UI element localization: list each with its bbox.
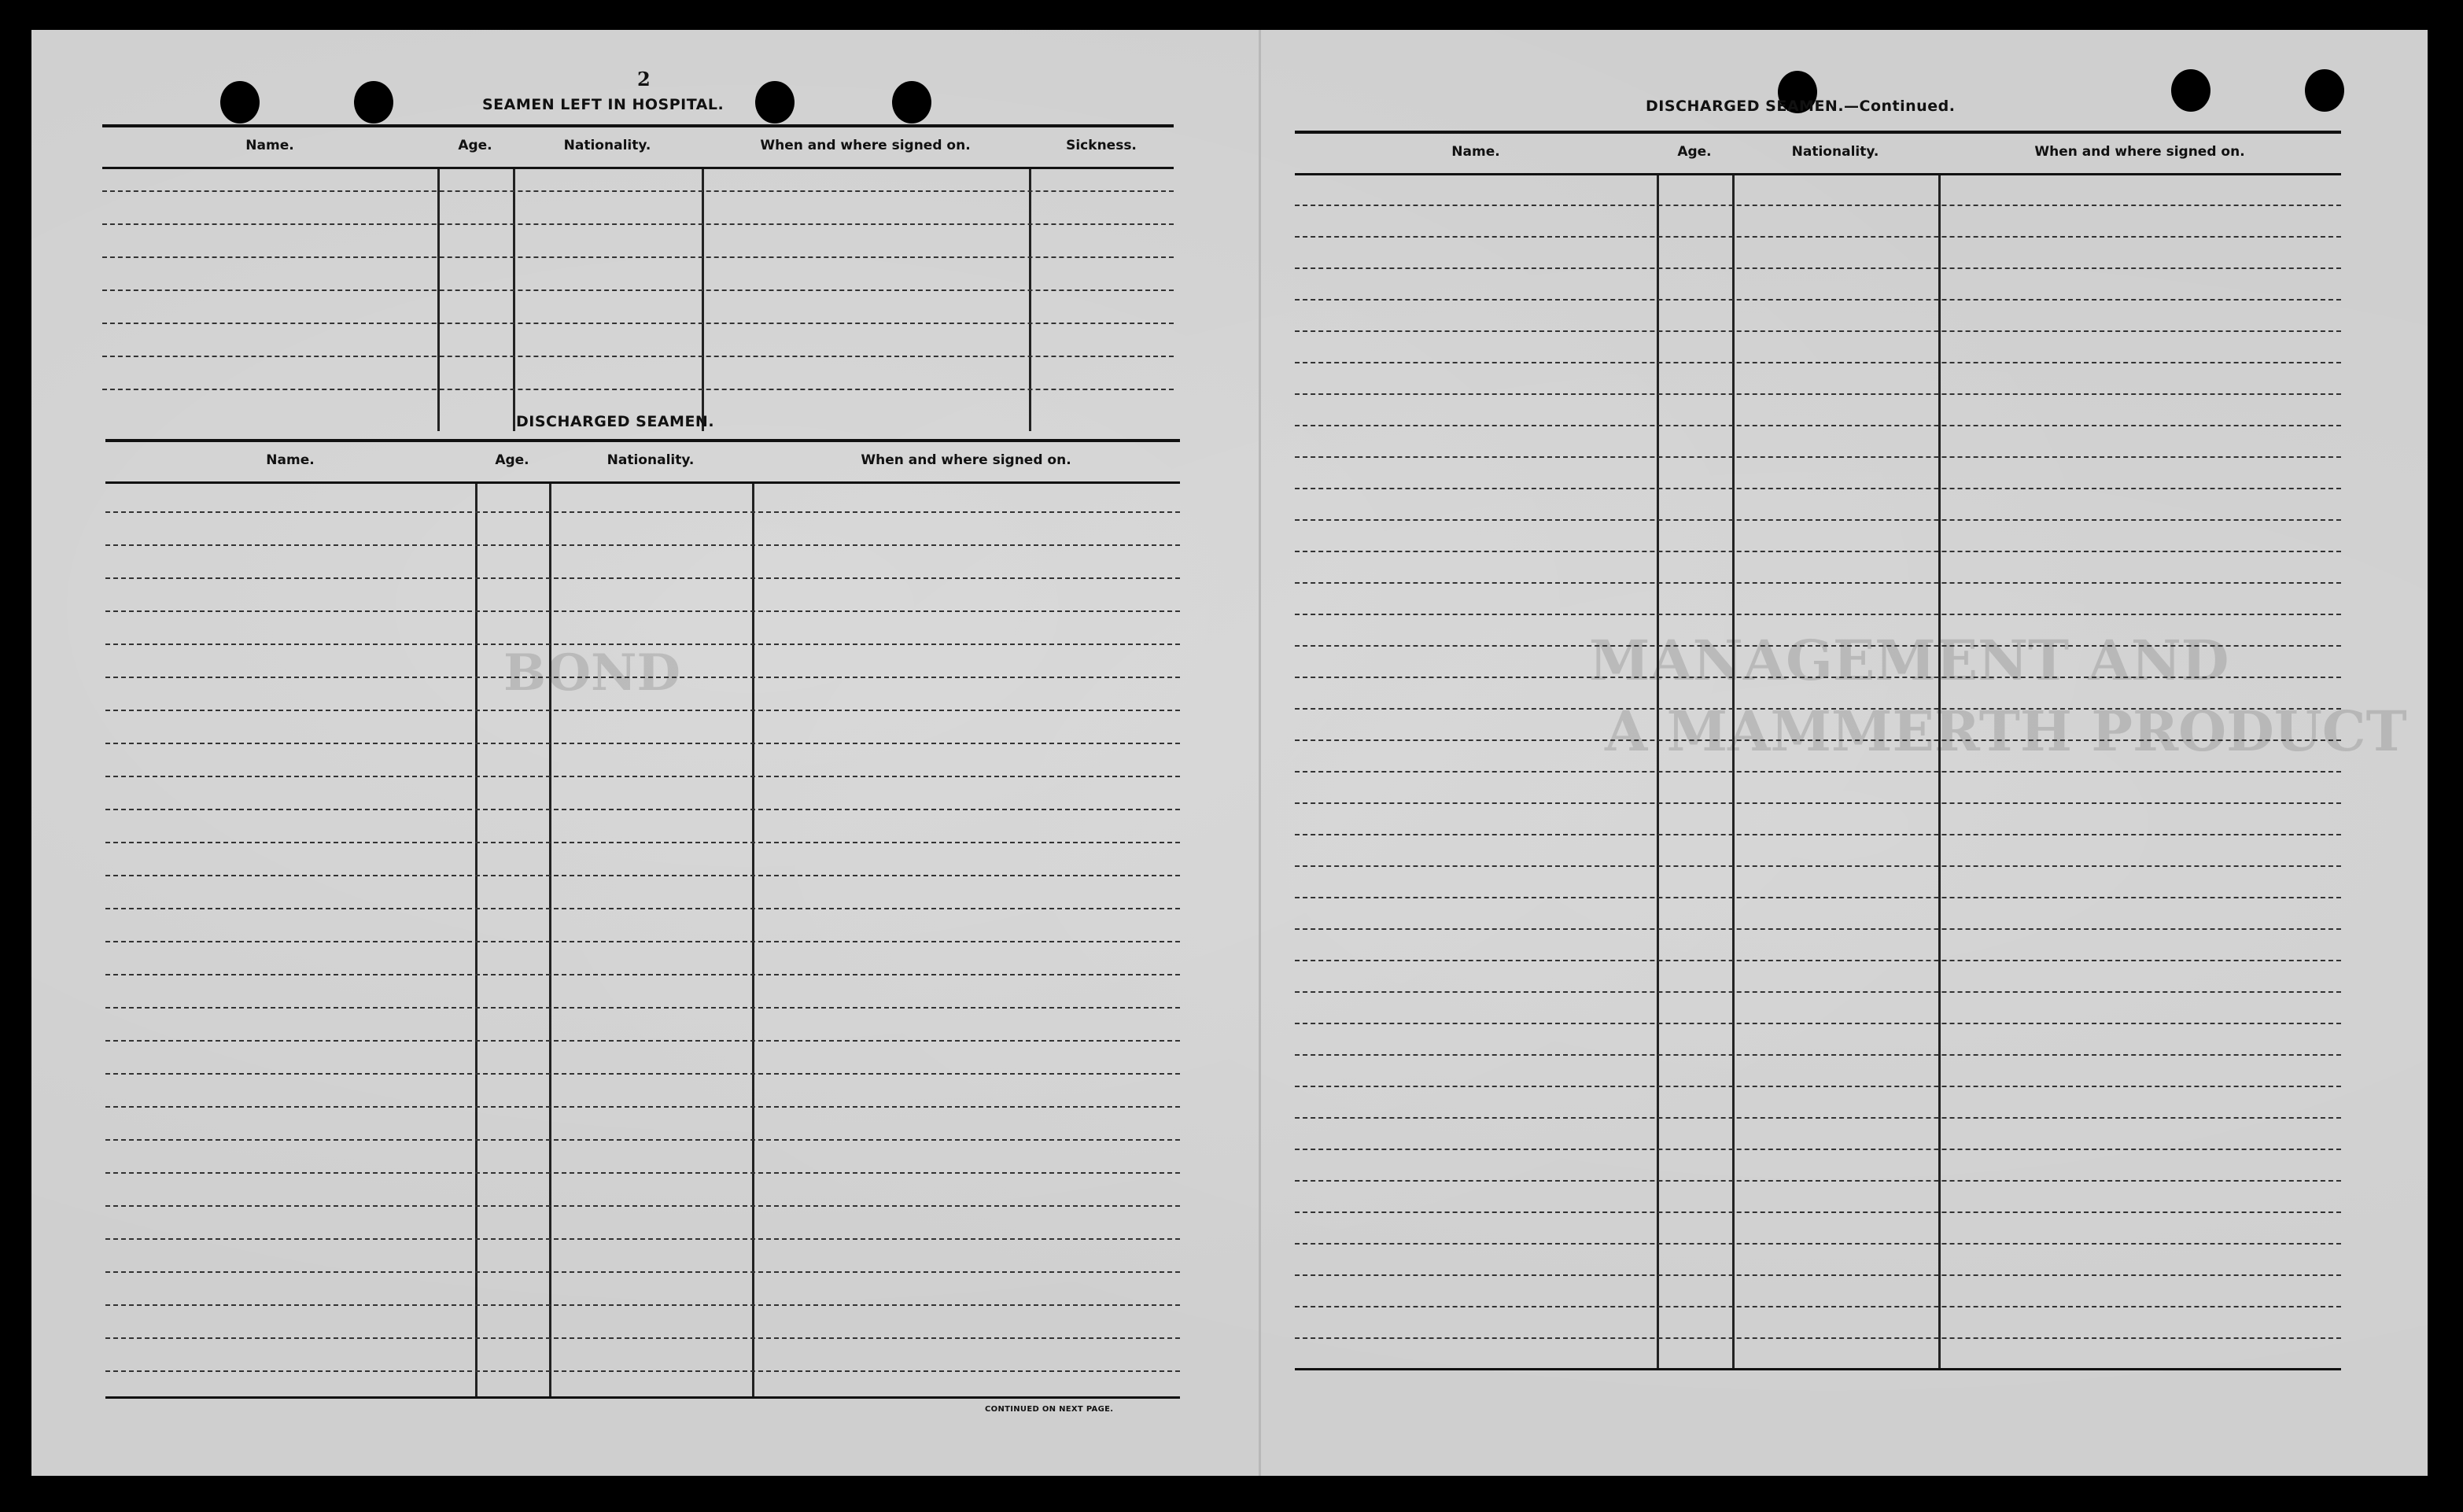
discharged-continued-table: [1295, 131, 2341, 1372]
hospital-section-title: SEAMEN LEFT IN HOSPITAL.: [482, 96, 725, 113]
row-rule: [102, 256, 1174, 258]
row-rule: [105, 610, 1180, 612]
row-rule: [1295, 614, 2341, 615]
column-header: Name.: [245, 138, 294, 153]
row-rule: [1295, 960, 2341, 961]
row-rule: [102, 289, 1174, 291]
row-rule: [1295, 488, 2341, 489]
row-rule: [1295, 708, 2341, 710]
column-divider: [475, 484, 477, 1396]
header-bottom-rule: [102, 167, 1174, 169]
row-rule: [105, 1106, 1180, 1108]
row-rule: [1295, 928, 2341, 930]
column-divider: [752, 484, 754, 1396]
punch-hole: [892, 81, 931, 124]
punch-hole: [2305, 69, 2344, 112]
row-rule: [1295, 991, 2341, 993]
row-rule: [102, 356, 1174, 357]
row-rule: [105, 1073, 1180, 1075]
continued-note: CONTINUED ON NEXT PAGE.: [985, 1405, 1114, 1414]
row-rule: [1295, 897, 2341, 898]
row-rule: [1295, 739, 2341, 741]
row-rule: [1295, 393, 2341, 395]
row-rule: [105, 974, 1180, 975]
discharged-continued-title: DISCHARGED SEAMEN.—Continued.: [1646, 98, 1956, 115]
row-rule: [105, 1304, 1180, 1306]
row-rule: [1295, 1149, 2341, 1150]
page-number: 2: [637, 68, 651, 90]
row-rule: [1295, 865, 2341, 867]
row-rule: [105, 710, 1180, 711]
center-fold: [1259, 30, 1261, 1476]
row-rule: [105, 842, 1180, 843]
row-rule: [105, 1139, 1180, 1141]
row-rule: [1295, 771, 2341, 773]
row-rule: [105, 1172, 1180, 1174]
bleed-through-text: A MAMMERTH PRODUCT: [1605, 699, 2407, 764]
row-rule: [1295, 330, 2341, 332]
punch-hole: [354, 81, 393, 124]
column-header: Sickness.: [1066, 138, 1137, 153]
row-rule: [105, 809, 1180, 810]
row-rule: [1295, 456, 2341, 458]
row-rule: [1295, 1337, 2341, 1339]
row-rule: [1295, 1180, 2341, 1182]
row-rule: [105, 1271, 1180, 1273]
row-rule: [105, 941, 1180, 942]
row-rule: [1295, 299, 2341, 301]
column-header: Name.: [1451, 144, 1500, 160]
column-header: When and where signed on.: [861, 452, 1071, 468]
column-divider: [437, 169, 440, 431]
row-rule: [1295, 1274, 2341, 1276]
discharged-section-title: DISCHARGED SEAMEN.: [516, 413, 715, 430]
row-rule: [105, 511, 1180, 513]
row-rule: [102, 190, 1174, 192]
row-rule: [1295, 1306, 2341, 1307]
row-rule: [1295, 1023, 2341, 1024]
row-rule: [1295, 834, 2341, 835]
column-header: Nationality.: [563, 138, 651, 153]
row-rule: [105, 743, 1180, 744]
row-rule: [105, 1007, 1180, 1009]
bleed-through-text: BOND: [503, 644, 681, 703]
row-rule: [105, 1238, 1180, 1240]
punch-hole: [2171, 69, 2210, 112]
row-rule: [1295, 1211, 2341, 1213]
row-rule: [105, 544, 1180, 546]
row-rule: [105, 1337, 1180, 1339]
row-rule: [1295, 236, 2341, 238]
column-header: Nationality.: [607, 452, 695, 468]
row-rule: [105, 1370, 1180, 1372]
row-rule: [102, 323, 1174, 324]
row-rule: [1295, 425, 2341, 426]
column-header: Name.: [266, 452, 315, 468]
column-header: Age.: [495, 452, 529, 468]
row-rule: [1295, 677, 2341, 678]
hospital-table: [102, 124, 1174, 431]
row-rule: [1295, 1086, 2341, 1087]
row-rule: [1295, 1117, 2341, 1119]
row-rule: [105, 644, 1180, 645]
table-bottom-rule: [1295, 1368, 2341, 1370]
column-header: When and where signed on.: [2034, 144, 2245, 160]
table-bottom-rule: [105, 1396, 1180, 1399]
row-rule: [105, 1205, 1180, 1207]
column-divider: [1029, 169, 1031, 431]
row-rule: [105, 908, 1180, 909]
row-rule: [1295, 582, 2341, 584]
row-rule: [1295, 1054, 2341, 1056]
column-header: Age.: [1677, 144, 1712, 160]
column-header: Nationality.: [1791, 144, 1879, 160]
row-rule: [105, 1040, 1180, 1042]
column-divider: [513, 169, 515, 431]
discharged-table: [105, 439, 1180, 1400]
row-rule: [1295, 362, 2341, 363]
bleed-through-text: MANAGEMENT AND: [1589, 628, 2229, 693]
header-bottom-rule: [105, 481, 1180, 484]
row-rule: [105, 776, 1180, 777]
row-rule: [105, 677, 1180, 678]
column-header: When and where signed on.: [760, 138, 971, 153]
row-rule: [1295, 519, 2341, 521]
row-rule: [1295, 551, 2341, 552]
column-header: Age.: [458, 138, 492, 153]
column-divider: [702, 169, 704, 431]
row-rule: [1295, 802, 2341, 804]
row-rule: [1295, 1243, 2341, 1245]
row-rule: [102, 389, 1174, 390]
row-rule: [1295, 205, 2341, 206]
punch-hole: [755, 81, 795, 124]
row-rule: [105, 577, 1180, 579]
column-divider: [549, 484, 551, 1396]
row-rule: [1295, 267, 2341, 269]
punch-hole: [220, 81, 260, 124]
row-rule: [1295, 645, 2341, 647]
header-bottom-rule: [1295, 173, 2341, 175]
row-rule: [105, 875, 1180, 876]
row-rule: [102, 223, 1174, 225]
document-sheet: [31, 30, 2428, 1476]
